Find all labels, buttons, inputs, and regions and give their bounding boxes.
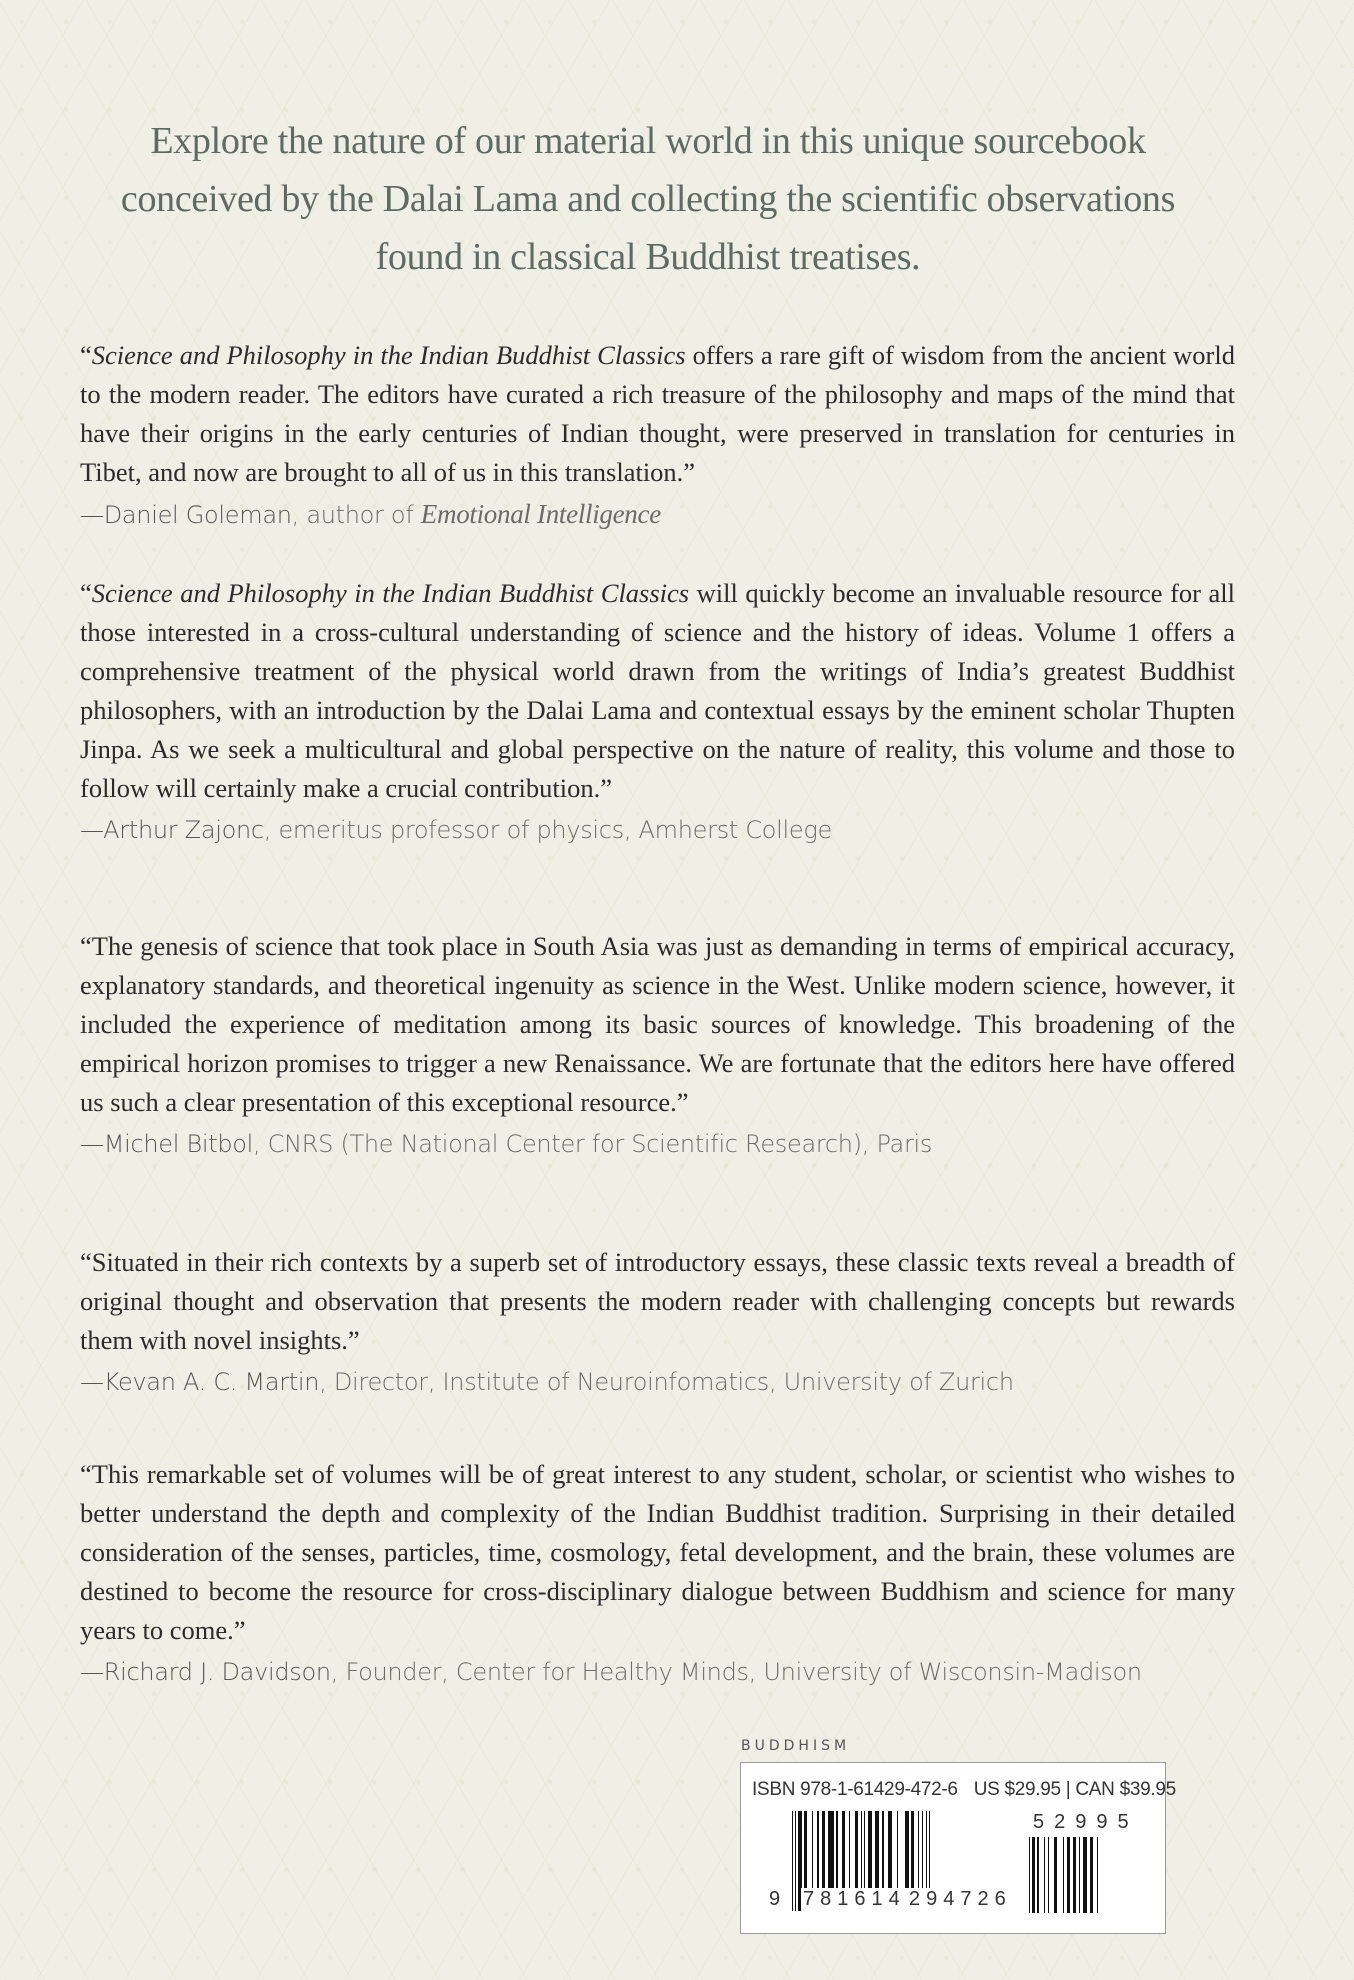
quote-text: “Science and Philosophy in the Indian Buddhist Classics offers a rare gift of wisdom from the ancient world to the modern reader. The editors have curated a rich treasure of the philosophy and maps of the mind that have their origins in the early centuries of Indian thought, were preserved in translation for centuries in Tibet, and now are brought to all of us in this translation.” [80,340,1235,487]
endorsement-bitbol [80,927,1235,1162]
tagline-line: found in classical Buddhist treatises. [375,236,921,278]
isbn-price-line [752,1779,1192,1801]
tagline-line: Explore the nature of our material world in this unique sourcebook [150,120,1146,162]
quote-attribution: —Daniel Goleman, author of Emotional Intelligence [80,499,661,529]
quote-text: “This remarkable set of volumes will be of great interest to any student, scholar, or scientist who wishes to better understand the depth and complexity of the Indian Buddhist tradition. Surprising in their detailed consideration of the senses, particles, time, cosmology, fetal development, and the brain, these volumes are destined to become the resource for cross-disciplinary dialogue between Buddhism and science for many years to come.” [80,1459,1235,1645]
quote-attribution: —Kevan A. C. Martin, Director, Institute of Neuroinfomatics, University of Zurich [80,1368,1014,1396]
book-title: Science and Philosophy in the Indian Buddhist Classics [91,340,686,370]
endorsement-martin [80,1243,1235,1400]
addon-barcode [1029,1837,1098,1913]
endorsement-zajonc [80,574,1235,848]
quote-text: “The genesis of science that took place in South Asia was just as demanding in terms of empirical accuracy, explanatory standards, and theoretical ingenuity as science in the West. Unlike modern science, however, it included the experience of meditation among its basic sources of knowledge. This broadening of the empirical horizon promises to trigger a new Renaissance. We are fortunate that the editors here have offered us such a clear presentation of this exceptional resource.” [80,931,1235,1117]
book-title: Science and Philosophy in the Indian Buddhist Classics [91,578,690,608]
quote-text: “Situated in their rich contexts by a superb set of introductory essays, these classic texts reveal a breadth of original thought and observation that presents the modern reader with challenging concepts but rewards them with novel insights.” [80,1247,1235,1355]
ean-first-digit: 9 [769,1888,787,1910]
ean-digits-right: 294726 [909,1888,1012,1910]
quote-attribution: —Michel Bitbol, CNRS (The National Center for Scientific Research), Paris [80,1130,933,1158]
price: US $29.95 | CAN $39.95 [973,1779,1176,1800]
quote-text: “Science and Philosophy in the Indian Buddhist Classics will quickly become an invaluable resource for all those interested in a cross-cultural understanding of science and the history of ideas. Volume 1 offers a comprehensive treatment of the physical world drawn from the writings of India’s greatest Buddhist philosophers, with an introduction by the Dalai Lama and contextual essays by the eminent scholar Thupten Jinpa. As we seek a multicultural and global perspective on the nature of reality, this volume and those to follow will certainly make a crucial contribution.” [80,578,1235,803]
quote-attribution: —Richard J. Davidson, Founder, Center for Healthy Minds, University of Wisconsin-Madison [80,1658,1142,1686]
isbn: ISBN 978-1-61429-472-6 [752,1779,958,1800]
tagline-line: conceived by the Dalai Lama and collecting the scientific observations [120,178,1176,220]
endorsement-davidson [80,1455,1235,1690]
barcode-box [740,1762,1176,1934]
barcode-bar [1097,1837,1098,1913]
endorsement-goleman [80,336,1235,533]
addon-digits: 52995 [1033,1811,1139,1833]
tagline [60,112,1236,286]
category-label: BUDDHISM [741,1738,851,1754]
quote-attribution: —Arthur Zajonc, emeritus professor of physics, Amherst College [80,816,832,844]
ean-digits-left: 781614 [803,1888,906,1910]
